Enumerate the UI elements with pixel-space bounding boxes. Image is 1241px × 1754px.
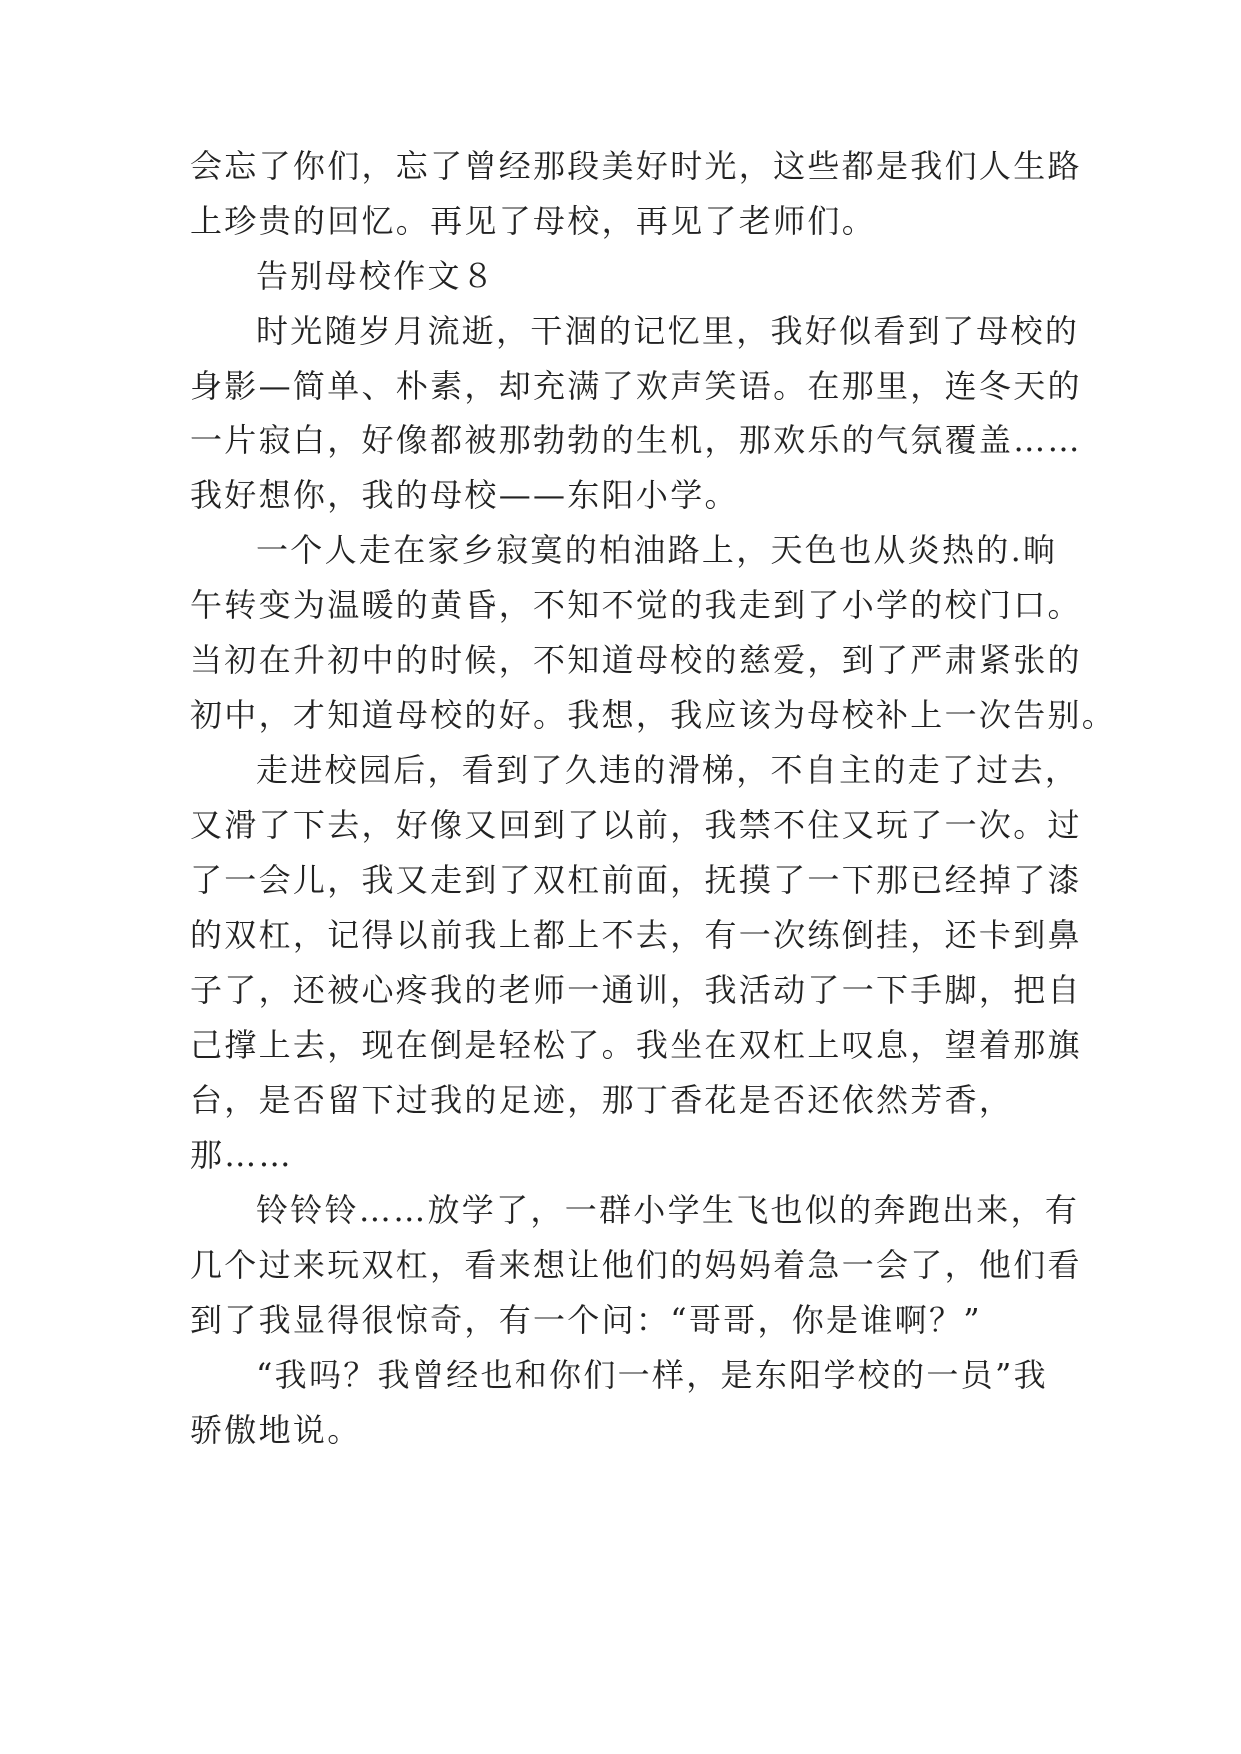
text-line: 台，是否留下过我的足迹，那丁香花是否还依然芳香， bbox=[190, 1081, 1014, 1119]
text-line: 几个过来玩双杠，看来想让他们的妈妈着急一会了，他们看 bbox=[190, 1246, 1082, 1284]
text-line: 到了我显得很惊奇，有一个问：“哥哥，你是谁啊？” bbox=[190, 1301, 982, 1339]
paragraph-start: 走进校园后，看到了久违的滑梯，不自主的走了过去， bbox=[256, 751, 1080, 789]
paragraph-start: 一个人走在家乡寂寞的柏油路上，天色也从炎热的.晌 bbox=[256, 531, 1058, 569]
text-line: 我好想你，我的母校——东阳小学。 bbox=[190, 476, 739, 514]
section-heading: 告别母校作文８ bbox=[256, 257, 497, 295]
paragraph-start: 时光随岁月流逝，干涸的记忆里，我好似看到了母校的 bbox=[256, 312, 1080, 350]
text-line: 当初在升初中的时候，不知道母校的慈爱，到了严肃紧张的 bbox=[190, 641, 1082, 679]
paragraph-start: “我吗？我曾经也和你们一样，是东阳学校的一员”我 bbox=[256, 1356, 1048, 1394]
text-line: 骄傲地说。 bbox=[190, 1411, 362, 1449]
text-line: 了一会儿，我又走到了双杠前面，抚摸了一下那已经掉了漆 bbox=[190, 861, 1082, 899]
text-line: 的双杠，记得以前我上都上不去，有一次练倒挂，还卡到鼻 bbox=[190, 916, 1082, 954]
text-line: 午转变为温暖的黄昏，不知不觉的我走到了小学的校门口。 bbox=[190, 586, 1082, 624]
text-line: 上珍贵的回忆。再见了母校，再见了老师们。 bbox=[190, 202, 877, 240]
text-line: 又滑了下去，好像又回到了以前，我禁不住又玩了一次。过 bbox=[190, 806, 1082, 844]
text-line: 己撑上去，现在倒是轻松了。我坐在双杠上叹息，望着那旗 bbox=[190, 1026, 1082, 1064]
text-line: 会忘了你们，忘了曾经那段美好时光，这些都是我们人生路 bbox=[190, 147, 1082, 185]
paragraph-start: 铃铃铃……放学了，一群小学生飞也似的奔跑出来，有 bbox=[256, 1191, 1080, 1229]
text-line: 那…… bbox=[190, 1136, 293, 1174]
text-line: 身影—简单、朴素，却充满了欢声笑语。在那里，连冬天的 bbox=[190, 367, 1082, 405]
text-line: 一片寂白，好像都被那勃勃的生机，那欢乐的气氛覆盖…… bbox=[190, 421, 1082, 459]
text-line: 子了，还被心疼我的老师一通训，我活动了一下手脚，把自 bbox=[190, 971, 1082, 1009]
text-line: 初中，才知道母校的好。我想，我应该为母校补上一次告别。 bbox=[190, 696, 1117, 734]
